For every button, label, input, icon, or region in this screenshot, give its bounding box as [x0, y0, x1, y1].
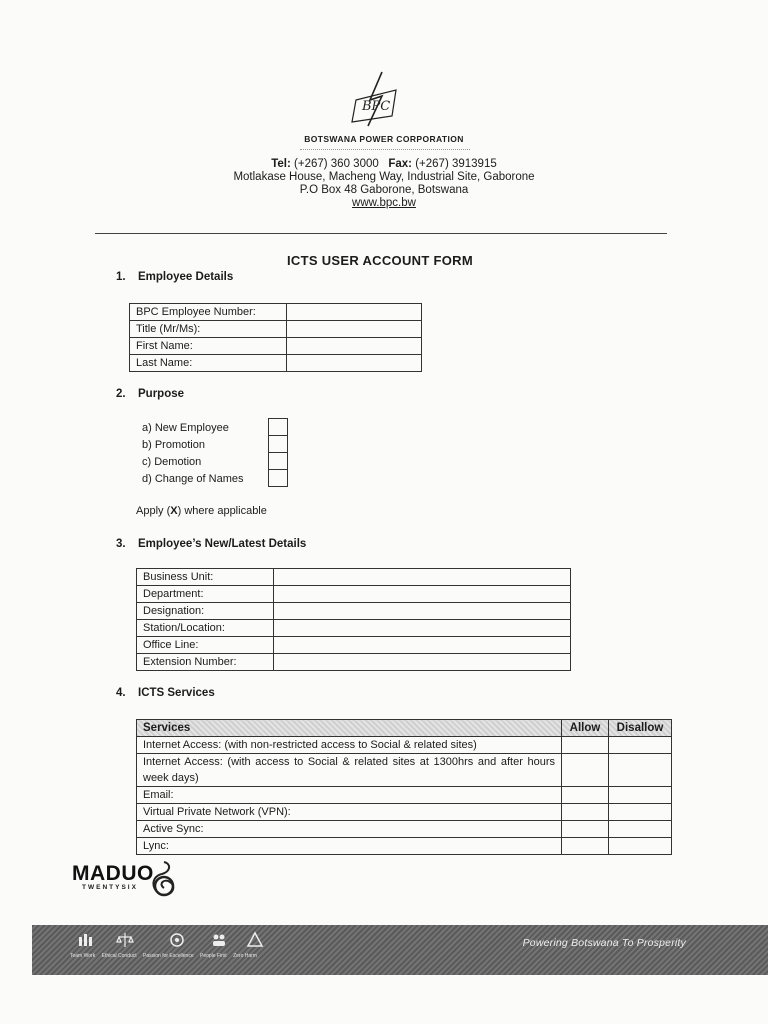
- disallow-cell[interactable]: [609, 754, 672, 787]
- table-row: [130, 304, 422, 321]
- allow-cell[interactable]: [562, 787, 609, 804]
- disallow-cell[interactable]: [609, 838, 672, 855]
- table-row: [137, 637, 571, 654]
- form-title: ICTS USER ACCOUNT FORM: [287, 253, 473, 268]
- service-label: Internet Access: (with non-restricted access to Social & related sites): [137, 737, 562, 754]
- field-label: Title (Mr/Ms):: [130, 321, 287, 338]
- icts-services-table: [136, 719, 672, 855]
- field-label: Business Unit:: [137, 569, 274, 586]
- bpc-logo: [348, 70, 404, 128]
- footer-band: [32, 925, 768, 975]
- slogan: Powering Botswana To Prosperity: [522, 937, 686, 949]
- po-box-line: P.O Box 48 Gaborone, Botswana: [299, 184, 469, 196]
- contact-block: [0, 158, 768, 210]
- employee-number-field[interactable]: [287, 304, 422, 321]
- section-4-heading: 4. ICTS Services: [116, 687, 215, 699]
- service-label: Virtual Private Network (VPN):: [137, 804, 562, 821]
- table-row: [137, 586, 571, 603]
- disallow-cell[interactable]: [609, 804, 672, 821]
- service-label: Active Sync:: [137, 821, 562, 838]
- allow-cell[interactable]: [562, 838, 609, 855]
- field-label: Department:: [137, 586, 274, 603]
- table-row: [137, 838, 672, 855]
- company-name: BOTSWANA POWER CORPORATION: [304, 134, 464, 144]
- allow-cell[interactable]: [562, 737, 609, 754]
- zero-harm-icon: [246, 931, 264, 949]
- purpose-option-label: a) New Employee: [142, 422, 229, 434]
- extension-number-field[interactable]: [274, 654, 571, 671]
- field-label: Station/Location:: [137, 620, 274, 637]
- svg-text:BPC: BPC: [362, 99, 391, 114]
- disallow-cell[interactable]: [609, 821, 672, 838]
- table-row: [137, 737, 672, 754]
- purpose-option-label: b) Promotion: [142, 439, 205, 451]
- table-row: [137, 620, 571, 637]
- first-name-field[interactable]: [287, 338, 422, 355]
- team-icon: [76, 931, 94, 949]
- table-row: [130, 338, 422, 355]
- table-row: [137, 603, 571, 620]
- table-row: [137, 821, 672, 838]
- section-2-heading: 2. Purpose: [116, 388, 185, 400]
- people-icon: [210, 931, 228, 949]
- field-label: First Name:: [130, 338, 287, 355]
- allow-cell[interactable]: [562, 754, 609, 787]
- column-header-allow: Allow: [562, 720, 609, 737]
- latest-details-table: [136, 568, 571, 671]
- section-3-heading: 3. Employee’s New/Latest Details: [116, 538, 307, 550]
- maduo-logo: MADUO TWENTYSIX: [72, 862, 187, 902]
- field-label: Office Line:: [137, 637, 274, 654]
- purpose-option-label: c) Demotion: [142, 456, 202, 468]
- scales-icon: [116, 931, 134, 949]
- purpose-options: [142, 420, 244, 488]
- service-label: Internet Access: (with access to Social & related sites at 1300hrs and after hours week days): [137, 754, 562, 787]
- station-location-field[interactable]: [274, 620, 571, 637]
- field-label: BPC Employee Number:: [130, 304, 287, 321]
- table-row: [137, 569, 571, 586]
- allow-cell[interactable]: [562, 821, 609, 838]
- change-of-names-checkbox[interactable]: [268, 469, 288, 487]
- designation-field[interactable]: [274, 603, 571, 620]
- new-employee-checkbox[interactable]: [268, 418, 288, 436]
- values-strip: Team Work Ethical Conduct Passion for Excellence People First Zero Harm: [70, 953, 257, 959]
- excellence-icon: [168, 931, 186, 949]
- table-header-row: [137, 720, 672, 737]
- field-label: Extension Number:: [137, 654, 274, 671]
- field-label: Designation:: [137, 603, 274, 620]
- allow-cell[interactable]: [562, 804, 609, 821]
- table-row: [137, 804, 672, 821]
- address-line: Motlakase House, Macheng Way, Industrial Site, Gaborone: [233, 171, 535, 183]
- purpose-checkboxes: [268, 419, 288, 487]
- column-header-disallow: Disallow: [609, 720, 672, 737]
- table-row: [137, 787, 672, 804]
- disallow-cell[interactable]: [609, 737, 672, 754]
- table-row: [130, 355, 422, 372]
- purpose-option-label: d) Change of Names: [142, 473, 244, 485]
- office-line-field[interactable]: [274, 637, 571, 654]
- maduo-swirl-icon: [142, 858, 184, 900]
- apply-instruction: Apply (X) where applicable: [136, 505, 267, 517]
- employee-details-table: [129, 303, 422, 372]
- business-unit-field[interactable]: [274, 569, 571, 586]
- field-label: Last Name:: [130, 355, 287, 372]
- website-link[interactable]: www.bpc.bw: [352, 197, 416, 209]
- section-1-heading: 1. Employee Details: [116, 271, 234, 283]
- phone-line: Tel: (+267) 360 3000 Fax: (+267) 3913915: [271, 158, 497, 170]
- department-field[interactable]: [274, 586, 571, 603]
- service-label: Lync:: [137, 838, 562, 855]
- column-header-services: Services: [137, 720, 562, 737]
- promotion-checkbox[interactable]: [268, 435, 288, 453]
- header-divider: [95, 233, 667, 234]
- last-name-field[interactable]: [287, 355, 422, 372]
- title-field[interactable]: [287, 321, 422, 338]
- table-row: [137, 654, 571, 671]
- demotion-checkbox[interactable]: [268, 452, 288, 470]
- company-underline: [300, 149, 470, 150]
- table-row: [130, 321, 422, 338]
- service-label: Email:: [137, 787, 562, 804]
- disallow-cell[interactable]: [609, 787, 672, 804]
- table-row: [137, 754, 672, 787]
